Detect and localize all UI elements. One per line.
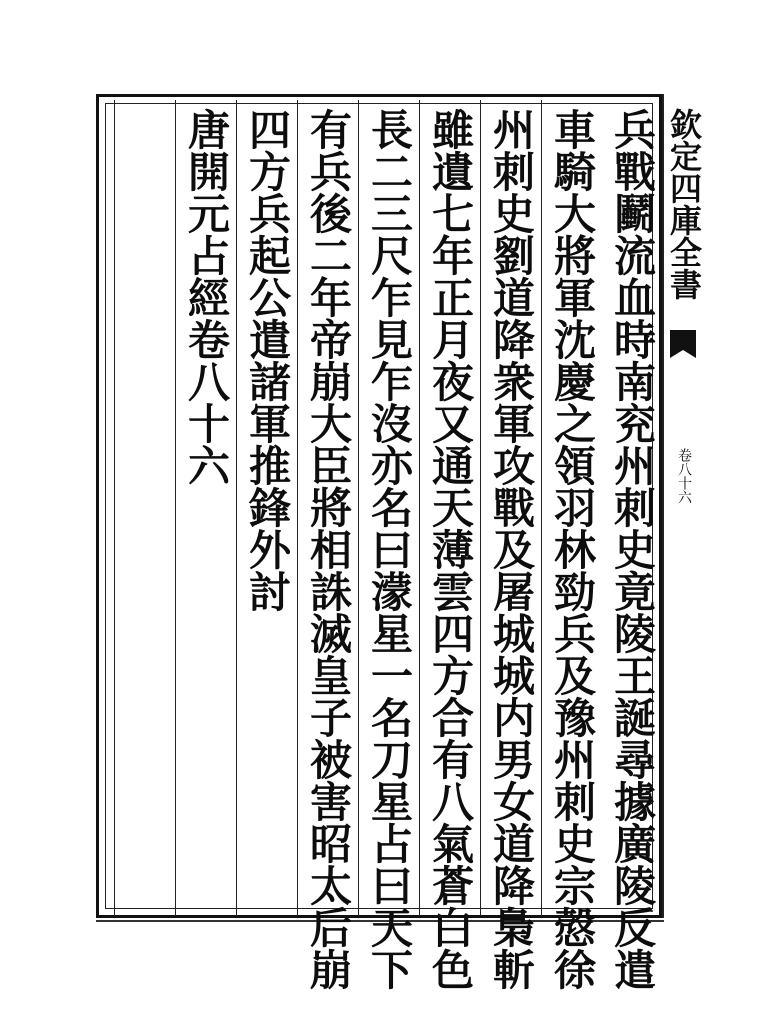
text-column-3 xyxy=(480,100,541,990)
text-column-8 xyxy=(175,100,236,916)
juan-number-text: 卷八十六 xyxy=(676,448,692,504)
text-column-2 xyxy=(541,100,602,990)
text-column-5 xyxy=(358,100,419,990)
column-text: 唐開元占經卷八十六 xyxy=(182,108,231,486)
column-text: 四方兵起公遣諸軍推鋒外討 xyxy=(243,108,292,612)
column-text: 州刺史劉道降衆軍攻戰及屠城城内男女道降梟斬 xyxy=(487,108,536,990)
column-text: 長二三尺乍見乍沒亦名曰濛星一名刀星占曰天下 xyxy=(365,108,414,990)
column-text: 雖遺七年正月夜又通天薄雲四方合有八氣蒼白色 xyxy=(426,108,475,990)
text-column-4 xyxy=(419,100,480,990)
fish-tail-mark xyxy=(668,328,698,368)
margin-juan-number xyxy=(664,440,704,560)
book-title-text: 欽定四庫全書 xyxy=(665,108,703,300)
text-column-1 xyxy=(602,100,662,990)
text-column-6 xyxy=(297,100,358,990)
text-column-7 xyxy=(236,100,297,916)
text-column-9 xyxy=(114,100,175,916)
column-text: 車騎大將軍沈慶之領羽林勁兵及豫州刺史宗慤徐 xyxy=(548,108,597,990)
column-text: 兵戰鬬流血時南兖州刺史竟陵王誕尋據廣陵反遣 xyxy=(608,108,657,990)
column-text: 有兵後二年帝崩大臣將相誅滅皇子被害昭太后崩 xyxy=(304,108,353,990)
